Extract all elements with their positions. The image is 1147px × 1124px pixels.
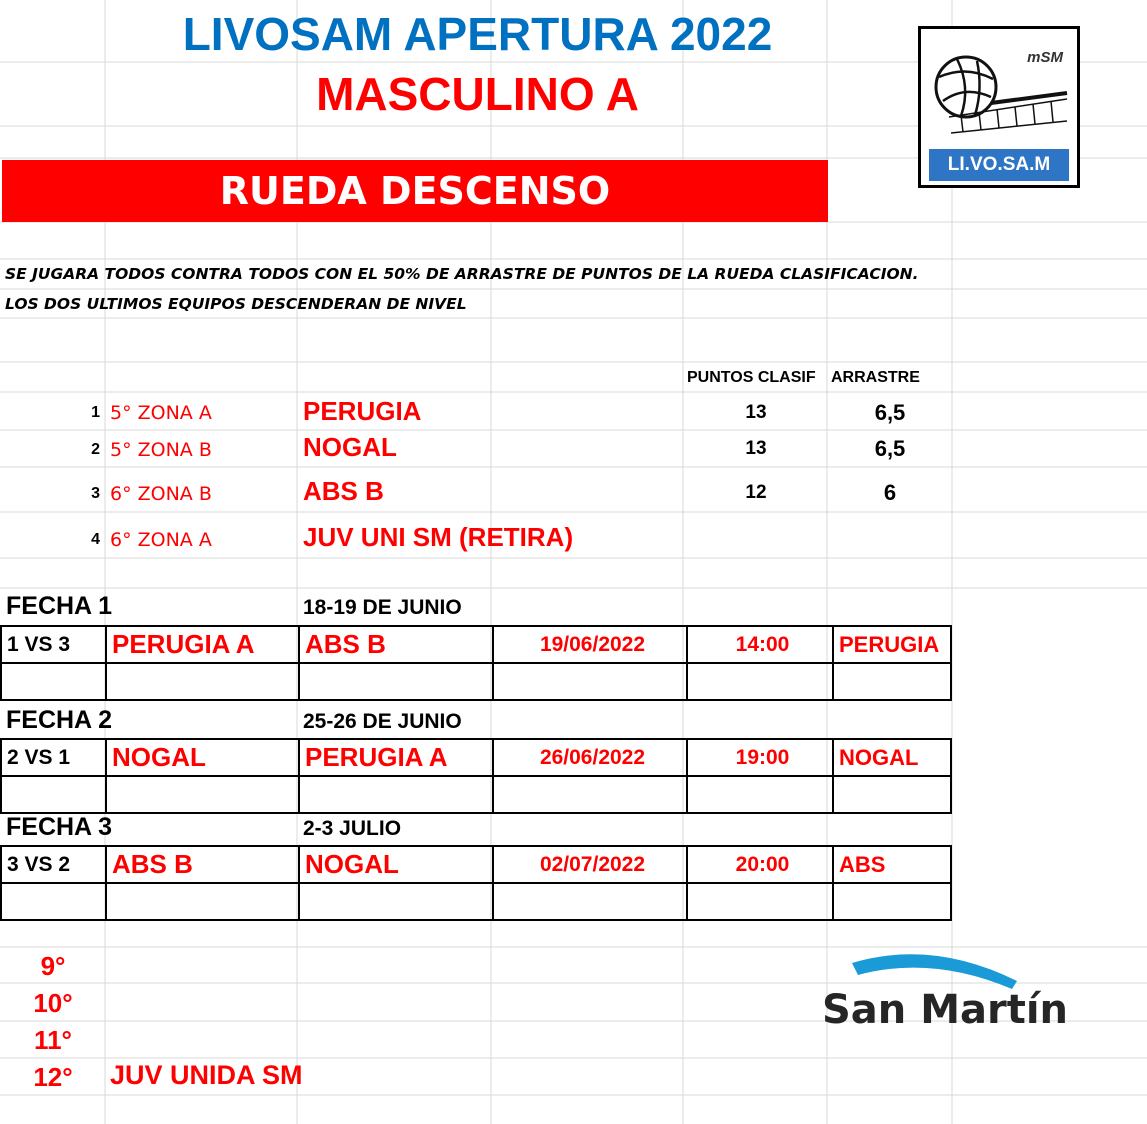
match-time: 14:00	[687, 626, 833, 663]
fecha-dates: 25-26 DE JUNIO	[303, 710, 462, 733]
match-table	[0, 625, 952, 701]
zone-label: 5° ZONA A	[110, 402, 212, 424]
zone-label: 6° ZONA A	[110, 529, 212, 551]
row-number: 3	[91, 485, 100, 502]
match-date: 19/06/2022	[493, 626, 687, 663]
zone-label: 5° ZONA B	[110, 439, 212, 461]
match-table	[0, 738, 952, 814]
final-team: JUV UNIDA SM	[110, 1060, 303, 1090]
away-team: PERUGIA A	[299, 739, 493, 776]
carry-header: ARRASTRE	[831, 369, 920, 386]
match-host: NOGAL	[833, 739, 951, 776]
fecha-dates: 2-3 JULIO	[303, 817, 402, 840]
row-number: 1	[91, 404, 100, 421]
fecha-label: FECHA 2	[6, 706, 113, 734]
sponsor-name: San Martín	[822, 987, 1069, 1033]
rules-note: SE JUGARA TODOS CONTRA TODOS CON EL 50% DE ARRASTRE DE PUNTOS DE LA RUEDA CLASIFICACION.	[5, 265, 919, 283]
empty-row	[1, 776, 951, 813]
fecha-dates: 18-19 DE JUNIO	[303, 596, 462, 619]
match-row	[1, 846, 951, 883]
rules-note: LOS DOS ULTIMOS EQUIPOS DESCENDERAN DE NIVEL	[5, 295, 467, 313]
match-host: PERUGIA	[833, 626, 951, 663]
row-number: 2	[91, 441, 100, 458]
match-time: 19:00	[687, 739, 833, 776]
match-time: 20:00	[687, 846, 833, 883]
page-subtitle: MASCULINO A	[316, 68, 639, 120]
final-position: 11°	[34, 1025, 72, 1055]
team-name: NOGAL	[303, 432, 397, 462]
match-row	[1, 626, 951, 663]
match-host: ABS	[833, 846, 951, 883]
points-value: 12	[745, 482, 767, 503]
points-header: PUNTOS CLASIF	[687, 369, 816, 386]
fecha-label: FECHA 1	[6, 592, 113, 620]
away-team: NOGAL	[299, 846, 493, 883]
logo-mark-text: mSM	[1027, 49, 1063, 66]
points-value: 13	[745, 438, 767, 459]
final-position: 10°	[33, 988, 73, 1018]
empty-row	[1, 663, 951, 700]
final-position: 9°	[40, 951, 66, 981]
logo-label: LI.VO.SA.M	[929, 149, 1069, 181]
carry-value: 6,5	[874, 436, 906, 461]
team-name: ABS B	[303, 476, 384, 506]
empty-row	[1, 883, 951, 920]
home-team: ABS B	[106, 846, 299, 883]
match-date: 02/07/2022	[493, 846, 687, 883]
volleyball-net-icon	[921, 29, 1077, 149]
home-team: NOGAL	[106, 739, 299, 776]
fecha-label: FECHA 3	[6, 813, 113, 841]
zone-label: 6° ZONA B	[110, 483, 212, 505]
final-position: 12°	[33, 1062, 73, 1092]
carry-value: 6	[883, 480, 897, 505]
match-pairing: 2 VS 1	[1, 739, 106, 776]
team-name: PERUGIA	[303, 396, 422, 426]
page-title: LIVOSAM APERTURA 2022	[182, 8, 773, 60]
match-pairing: 1 VS 3	[1, 626, 106, 663]
match-date: 26/06/2022	[493, 739, 687, 776]
section-banner: RUEDA DESCENSO	[2, 160, 828, 222]
carry-value: 6,5	[874, 400, 906, 425]
home-team: PERUGIA A	[106, 626, 299, 663]
match-table	[0, 845, 952, 921]
san-martin-logo	[822, 945, 1069, 1037]
livosam-logo	[918, 26, 1080, 188]
row-number: 4	[91, 531, 100, 548]
match-pairing: 3 VS 2	[1, 846, 106, 883]
points-value: 13	[745, 402, 767, 423]
away-team: ABS B	[299, 626, 493, 663]
team-name: JUV UNI SM (RETIRA)	[303, 522, 574, 552]
match-row	[1, 739, 951, 776]
